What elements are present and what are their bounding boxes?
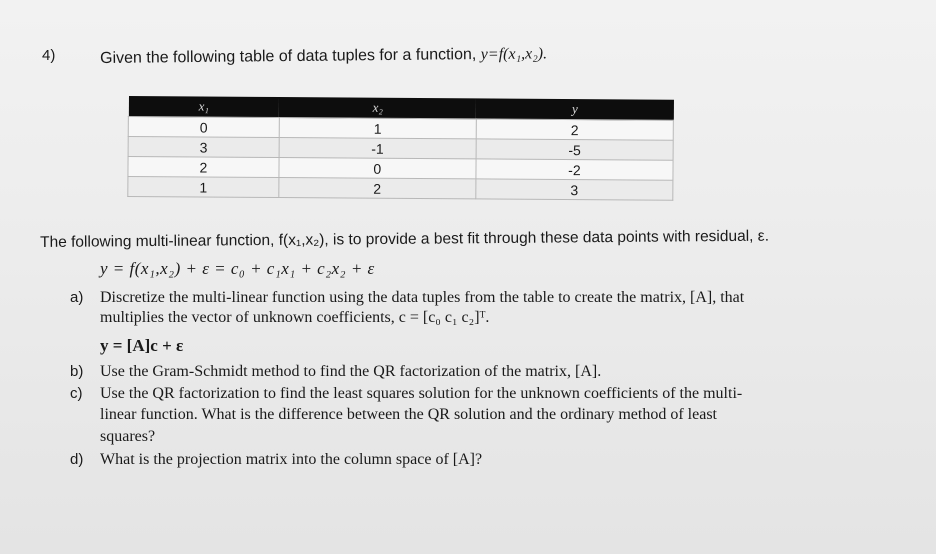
cell: 3 [476, 179, 673, 200]
item-d-label: d) [70, 451, 84, 468]
cell: -2 [476, 159, 673, 180]
header-y: y [476, 98, 673, 120]
item-a-line-2: multiplies the vector of unknown coefficients, c = [c₀ c₁ c₂]ᵀ. [100, 309, 490, 326]
cell: -5 [476, 139, 673, 160]
cell: 2 [279, 178, 476, 199]
header-x2: x₂ [279, 97, 476, 119]
item-a-line-1: Discretize the multi-linear function using the data tuples from the table to create the matrix, [A], that [100, 289, 745, 306]
matrix-equation: y = [A]c + ε [100, 336, 184, 355]
cell: 3 [128, 137, 279, 158]
cell: 2 [128, 157, 279, 178]
item-c-line-1: Use the QR factorization to find the least squares solution for the unknown coefficients of the multi- [100, 385, 743, 402]
cell: 0 [279, 158, 476, 179]
cell: 0 [128, 117, 279, 138]
item-c-line-3: squares? [100, 428, 156, 445]
cell: 1 [128, 177, 279, 198]
item-d-line-1: What is the projection matrix into the column space of [A]? [100, 451, 483, 468]
header-x1: x₁ [128, 96, 279, 118]
item-a-label: a) [70, 289, 84, 306]
function-equation: y = f(x₁,x₂) + ε = c₀ + c₁x₁ + c₂x₂ + ε [100, 259, 375, 278]
intro-paragraph: The following multi-linear function, f(x₁,x₂), is to provide a best fit through these data points with residual, ε. [40, 227, 770, 251]
heading-text: Given the following table of data tuples for a function, [100, 46, 481, 67]
cell: 2 [476, 119, 673, 140]
item-b-label: b) [70, 363, 84, 380]
item-c-line-2: linear function. What is the difference between the QR solution and the ordinary method of least [100, 406, 717, 423]
question-number: 4) [42, 47, 56, 64]
item-c-label: c) [70, 385, 83, 402]
item-b-line-1: Use the Gram-Schmidt method to find the QR factorization of the matrix, [A]. [100, 363, 602, 380]
data-table [127, 96, 674, 201]
cell: -1 [279, 138, 476, 159]
table-row [128, 177, 673, 201]
question-heading [100, 45, 547, 68]
cell: 1 [279, 118, 476, 139]
heading-function: y=f(x₁,x₂). [480, 45, 548, 64]
